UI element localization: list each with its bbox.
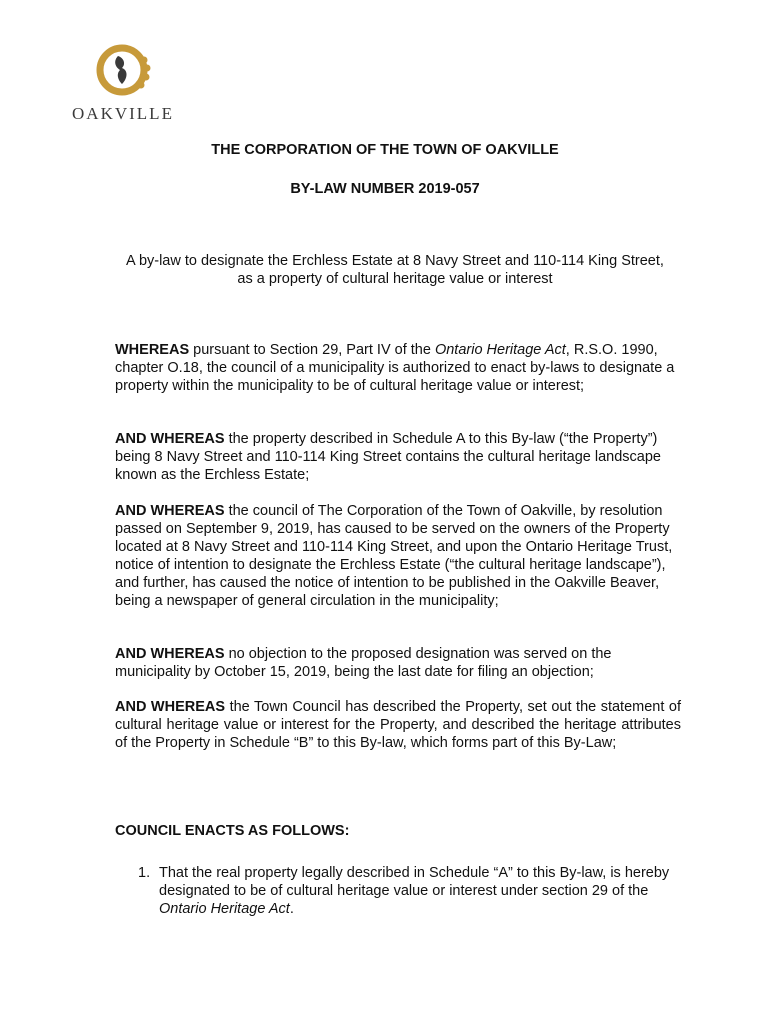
bylaw-number-heading: BY-LAW NUMBER 2019-057 <box>290 181 480 197</box>
whereas-paragraph-3 <box>115 502 681 610</box>
whereas-paragraph-4 <box>115 645 681 681</box>
whereas-paragraph-2 <box>115 430 681 484</box>
paragraph-text: , R.S.O. 1990, chapter O.18, the council of a municipality is authorized to enact by-laws to designate a property within the municipality to be of cultural heritage value or interest; <box>115 342 675 394</box>
item-number: 1. <box>138 865 151 881</box>
item-text <box>159 864 678 918</box>
whereas-lead: AND WHEREAS <box>115 431 225 447</box>
oak-leaf-emblem-icon <box>62 44 184 104</box>
bylaw-subtitle <box>100 252 690 288</box>
corporation-heading: THE CORPORATION OF THE TOWN OF OAKVILLE <box>211 142 559 158</box>
act-title: Ontario Heritage Act <box>434 342 566 358</box>
enactment-item-1 <box>138 864 678 918</box>
paragraph-text: the Town Council has described the Property, set out the statement of cultural heritage value or interest for the Property, and described the heritage attributes of the Property in Schedule “B” to this By-law, which forms part of this By-Law; <box>115 699 681 751</box>
whereas-paragraph-5 <box>115 698 681 752</box>
whereas-lead: WHEREAS <box>115 342 190 358</box>
paragraph-text: the property described in Schedule A to this By-law (“the Property”) being 8 Navy Street and 110-114 King Street contains the cultural heritage landscape known as the Erchless Estate; <box>115 431 661 483</box>
paragraph-text: the council of The Corporation of the Town of Oakville, by resolution passed on September 9, 2019, has caused to be served on the owners of the Property located at 8 Navy Street and 110-114 King Street, and upon the Ontario Heritage Trust, notice of intention to designate the Erchless Estate (“the cultural heritage landscape”), and further, has caused the notice of intention to be published in the Oakville Beaver, being a newspaper of general circulation in the municipality; <box>115 503 673 609</box>
item-text-part: That the real property legally described in Schedule “A” to this By-law, is hereby designated to be of cultural heritage value or interest under section 29 of the <box>159 865 670 899</box>
whereas-lead: AND WHEREAS <box>115 699 226 715</box>
act-title: Ontario Heritage Act <box>159 901 290 917</box>
item-text-part: . <box>289 901 294 917</box>
paragraph-text: pursuant to Section 29, Part IV of the <box>189 342 435 358</box>
subtitle-line-1: A by-law to designate the Erchless Estate at 8 Navy Street and 110-114 King Street, <box>126 253 664 269</box>
subtitle-line-2: as a property of cultural heritage value or interest <box>237 271 553 287</box>
town-logo <box>62 44 184 128</box>
paragraph-text: no objection to the proposed designation was served on the municipality by October 15, 2019, being the last date for filing an objection; <box>115 646 612 680</box>
council-enacts-heading: COUNCIL ENACTS AS FOLLOWS: <box>115 823 350 839</box>
whereas-lead: AND WHEREAS <box>115 646 225 662</box>
whereas-paragraph-1 <box>115 341 681 395</box>
whereas-lead: AND WHEREAS <box>115 503 225 519</box>
logo-wordmark: OAKVILLE <box>72 104 174 123</box>
